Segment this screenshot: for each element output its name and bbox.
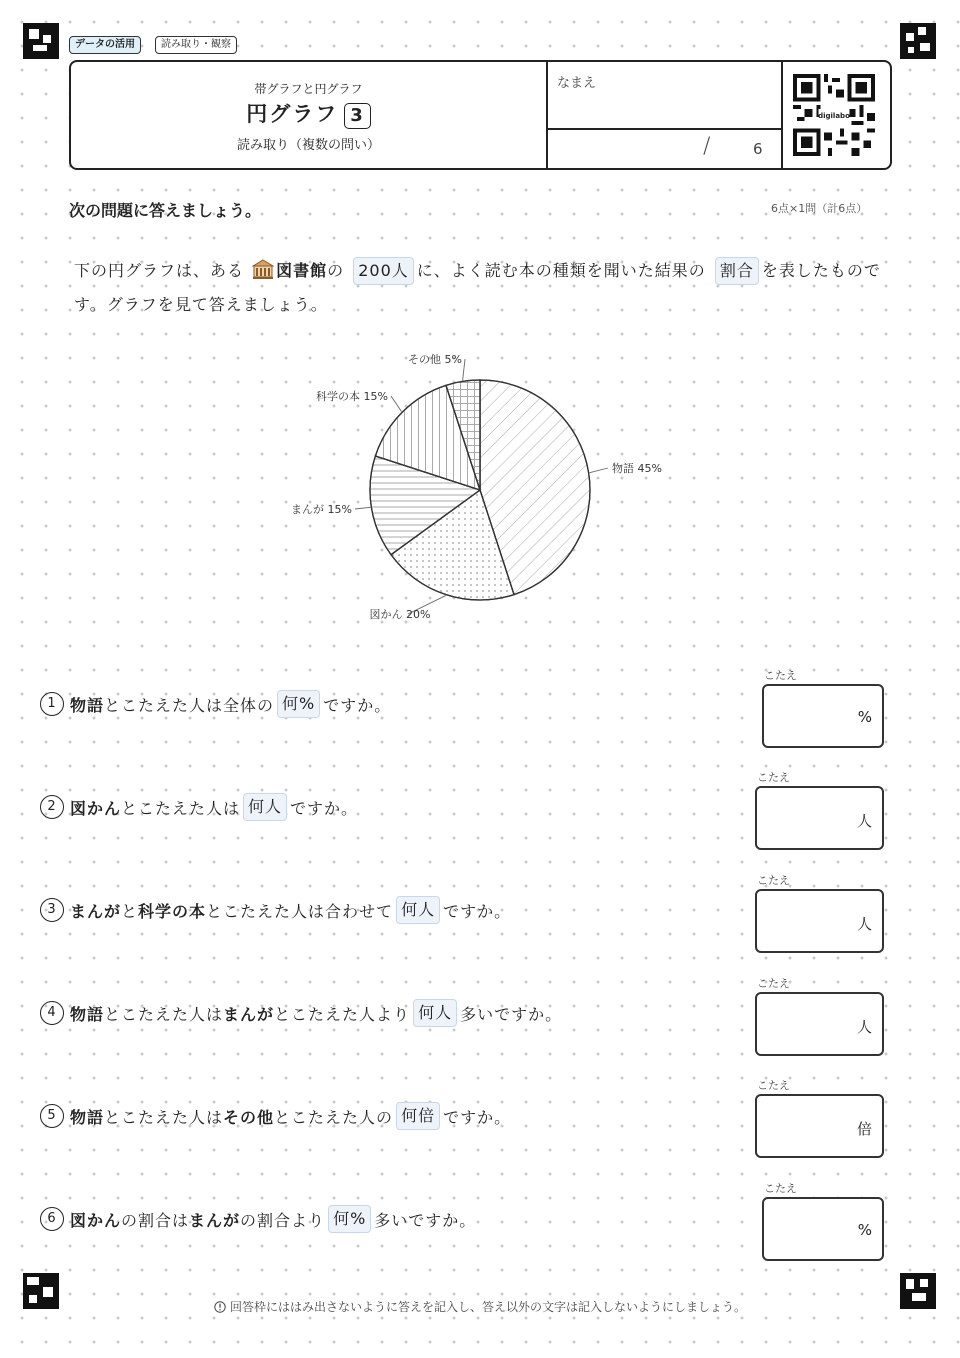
question-text: その他 (223, 1107, 275, 1127)
pie-label-4: 科学の本 15% (316, 390, 388, 403)
question-number: 4 (40, 1001, 64, 1025)
question-text: とこたえた人は (121, 798, 241, 818)
skill-tag: 読み取り・観察 (155, 36, 237, 54)
question-text: と (121, 901, 139, 921)
unit-subtitle: 帯グラフと円グラフ (254, 82, 363, 96)
question-text: 多いですか。 (374, 1210, 477, 1230)
sheet-description: 読み取り（複数の問い） (236, 138, 380, 153)
answer-unit: 人 (856, 915, 872, 933)
name-label: なまえ (557, 76, 597, 91)
prose-part: の (327, 261, 345, 280)
question-keyword: 何人 (413, 999, 457, 1027)
answer-unit: 倍 (856, 1120, 872, 1138)
prose-part: に、よく読む本の種類を聞いた結果の (416, 261, 706, 280)
answer-box-1[interactable] (762, 684, 884, 748)
answer-box-3[interactable] (755, 889, 884, 953)
pie-label-5: その他 5% (408, 353, 462, 366)
answer-box-5[interactable] (755, 1094, 884, 1158)
library-icon (252, 258, 274, 280)
answer-unit: 人 (856, 812, 872, 830)
question-keyword: 何倍 (396, 1102, 440, 1130)
prose-part: 下の円グラフは、ある (74, 261, 245, 280)
question-number: 3 (40, 898, 64, 922)
question-number: 1 (40, 692, 64, 716)
answer-label: こたえ (764, 669, 797, 682)
question-text: 科学の本 (138, 901, 207, 921)
question-keyword: 何% (328, 1205, 371, 1233)
sheet-number: 3 (344, 103, 371, 129)
question-text: とこたえた人の (274, 1107, 394, 1127)
pie-leader-line-3 (355, 507, 370, 509)
question-keyword: 何% (277, 690, 320, 718)
prose-part: を表したものです。グラフを見て答えましょう。 (74, 261, 881, 314)
question-text: とこたえた人より (274, 1004, 411, 1024)
pie-leader-line-5 (463, 359, 465, 380)
question-text: 図かん (70, 1210, 122, 1230)
pie-label-2: 図かん 20% (369, 608, 431, 621)
pie-label-1: 物語 45% (612, 462, 662, 475)
question-text: とこたえた人は合わせて (206, 901, 394, 921)
footer-text: 回答枠にははみ出さないように答えを記入し、答え以外の文字は記入しないようにしましょう。 (229, 1300, 746, 1314)
question-text: の割合は (121, 1210, 190, 1230)
pie-label-3: まんが 15% (291, 503, 352, 516)
question-3 (40, 894, 511, 926)
question-text: ですか。 (443, 901, 512, 921)
category-tag: データの活用 (69, 36, 141, 54)
question-1 (40, 688, 391, 720)
question-text: ですか。 (290, 798, 359, 818)
question-text: まんが (223, 1004, 275, 1024)
question-text: まんが (70, 901, 122, 921)
respondent-count: 200人 (353, 257, 414, 285)
score-total: 6 (753, 140, 763, 158)
question-text: とこたえた人は全体の (104, 695, 275, 715)
question-4 (40, 997, 562, 1029)
question-text: 図かん (70, 798, 122, 818)
answer-label: こたえ (757, 1079, 790, 1092)
question-number: 2 (40, 795, 64, 819)
question-text: まんが (189, 1210, 241, 1230)
question-keyword: 何人 (243, 793, 287, 821)
corner-marker-top-right (900, 23, 936, 59)
info-icon (214, 1301, 226, 1313)
question-2 (40, 791, 358, 823)
answer-box-6[interactable] (762, 1197, 884, 1261)
question-text: 物語 (70, 695, 105, 715)
pie-chart (240, 330, 720, 630)
worksheet-header (69, 60, 892, 170)
name-field[interactable] (557, 62, 779, 126)
question-keyword: 何人 (396, 896, 440, 924)
pie-leader-line-4 (391, 396, 402, 412)
question-text: ですか。 (443, 1107, 512, 1127)
problem-text (74, 254, 884, 322)
question-number: 5 (40, 1104, 64, 1128)
answer-label: こたえ (757, 771, 790, 784)
question-text: とこたえた人は (104, 1107, 224, 1127)
library-word: 図書館 (276, 261, 328, 280)
question-text: 多いですか。 (460, 1004, 563, 1024)
answer-unit: % (857, 708, 872, 726)
answer-label: こたえ (757, 874, 790, 887)
question-number: 6 (40, 1207, 64, 1231)
answer-label: こたえ (757, 977, 790, 990)
question-text: の割合より (240, 1210, 326, 1230)
page-title (71, 98, 546, 129)
corner-marker-top-left (23, 23, 59, 59)
question-6 (40, 1203, 476, 1235)
question-5 (40, 1100, 511, 1132)
pie-leader-line-1 (590, 468, 608, 473)
instruction-title: 次の問題に答えましょう。 (69, 201, 262, 220)
qr-caption: digilabo (818, 112, 850, 120)
answer-label: こたえ (764, 1182, 797, 1195)
answer-unit: 人 (856, 1018, 872, 1036)
question-text: 物語 (70, 1004, 105, 1024)
answer-unit: % (857, 1221, 872, 1239)
question-text: ですか。 (323, 695, 392, 715)
answer-box-4[interactable] (755, 992, 884, 1056)
question-text: とこたえた人は (104, 1004, 224, 1024)
answer-box-2[interactable] (755, 786, 884, 850)
footer-note (0, 1298, 960, 1315)
ratio-word: 割合 (715, 257, 759, 285)
question-text: 物語 (70, 1107, 105, 1127)
page-title-text: 円グラフ (246, 102, 339, 126)
points-info: 6点×1問（計6点） (771, 202, 868, 215)
score-slash: / (703, 134, 711, 159)
